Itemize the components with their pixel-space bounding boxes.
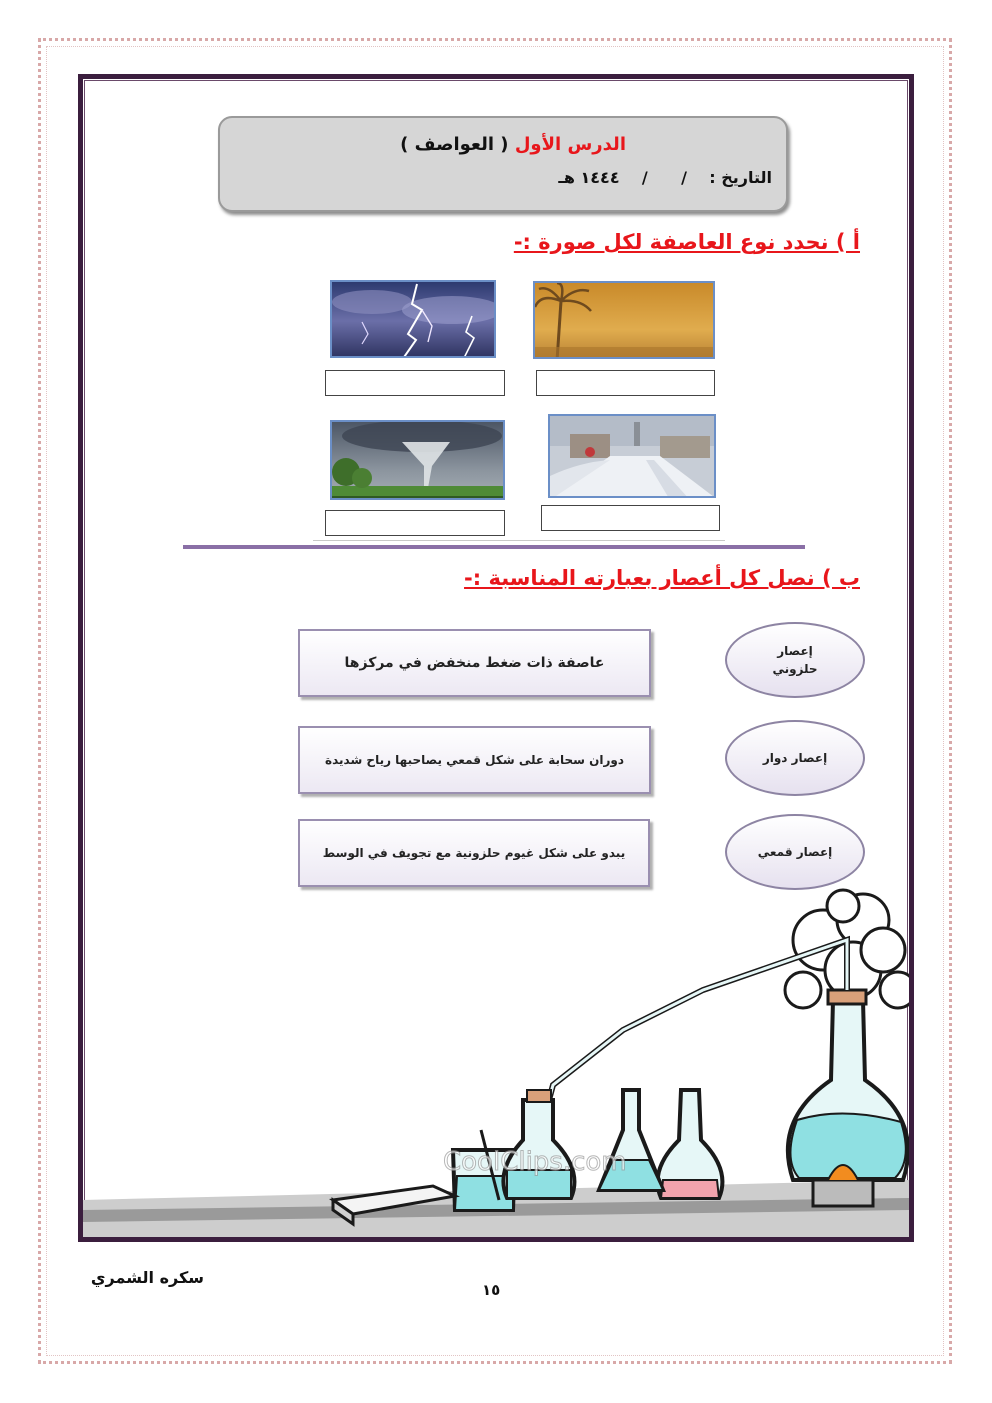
lesson-title bbox=[400, 134, 626, 155]
page-number: ١٥ bbox=[482, 1281, 501, 1299]
term-2-label: إعصار دوار bbox=[762, 751, 828, 765]
section-b-title: ب ) نصل كل أعصار بعبارته المناسبة :- bbox=[464, 566, 860, 590]
author-name: سكره الشمري bbox=[90, 1268, 204, 1287]
divider-faint bbox=[313, 540, 725, 541]
description-text-3: يبدو على شكل غيوم حلزونية مع تجويف في الوسط bbox=[322, 846, 626, 860]
description-box-2[interactable] bbox=[298, 726, 651, 794]
clipart-watermark: CoolClips.com bbox=[443, 1147, 627, 1177]
description-box-3[interactable] bbox=[298, 819, 650, 887]
answer-box-1[interactable] bbox=[325, 370, 505, 396]
term-1-line2: حلزوني bbox=[772, 662, 818, 676]
term-1-line1: إعصار bbox=[777, 644, 813, 658]
description-box-1[interactable] bbox=[298, 629, 651, 697]
term-oval-3[interactable] bbox=[725, 814, 865, 890]
answer-box-3[interactable] bbox=[325, 510, 505, 536]
description-text-2: دوران سحابة على شكل قمعي يصاحبها رياح شديدة bbox=[324, 753, 625, 767]
lesson-label: الدرس الأول bbox=[514, 134, 626, 155]
term-oval-1[interactable] bbox=[725, 622, 865, 698]
section-divider bbox=[183, 545, 805, 549]
term-3-label: إعصار قمعي bbox=[757, 845, 833, 859]
lesson-topic: ( العواصف ) bbox=[400, 134, 509, 155]
sandstorm-photo bbox=[533, 281, 715, 359]
chemistry-lab-clipart bbox=[83, 880, 909, 1237]
answer-box-4[interactable] bbox=[541, 505, 720, 531]
answer-box-2[interactable] bbox=[536, 370, 715, 396]
date-line: التاريخ : / / ١٤٤٤ هـ bbox=[558, 168, 772, 187]
tornado-photo bbox=[330, 420, 505, 500]
lesson-header bbox=[218, 116, 788, 212]
description-text-1: عاصفة ذات ضغط منخفض في مركزها bbox=[344, 655, 605, 671]
section-a-title: أ ) نحدد نوع العاصفة لكل صورة :- bbox=[513, 230, 860, 254]
term-oval-2[interactable] bbox=[725, 720, 865, 796]
lightning-storm-photo bbox=[330, 280, 496, 358]
hailstorm-snow-photo bbox=[548, 414, 716, 498]
